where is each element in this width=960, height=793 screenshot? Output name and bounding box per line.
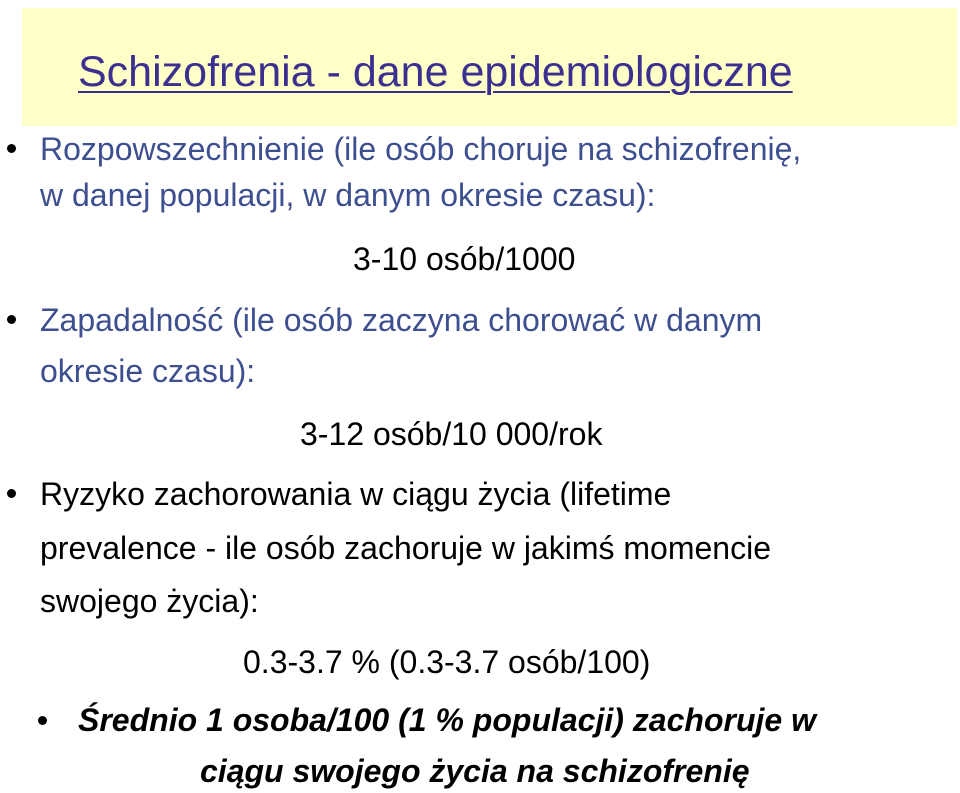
bullet-3-value: 0.3-3.7 % (0.3-3.7 osób/100) — [243, 644, 651, 680]
bullet-1-value: 3-10 osób/1000 — [353, 241, 576, 277]
bullet-3-line-1: Ryzyko zachorowania w ciągu życia (lifetime — [40, 476, 672, 512]
bullet-dot — [7, 489, 16, 498]
bullet-2-line-2: okresie czasu): — [40, 353, 256, 389]
bullet-3-line-3: swojego życia): — [40, 583, 259, 619]
bullet-dot — [38, 716, 47, 725]
slide-title: Schizofrenia - dane epidemiologiczne — [78, 48, 793, 96]
bullet-1-line-1: Rozpowszechnienie (ile osób choruje na schizofrenię, — [40, 131, 802, 167]
bullet-dot — [7, 315, 16, 324]
bullet-dot — [7, 144, 16, 153]
bullet-3-line-2: prevalence - ile osób zachoruje w jakimś momencie — [40, 530, 771, 566]
summary-line-2: ciągu swojego życia na schizofrenię — [200, 753, 750, 789]
summary-line-1: Średnio 1 osoba/100 (1 % populacji) zachoruje w — [78, 702, 816, 738]
bullet-2-line-1: Zapadalność (ile osób zaczyna chorować w danym — [40, 302, 763, 338]
bullet-1-line-2: w danej populacji, w danym okresie czasu): — [40, 177, 656, 213]
bullet-2-value: 3-12 osób/10 000/rok — [300, 416, 603, 452]
